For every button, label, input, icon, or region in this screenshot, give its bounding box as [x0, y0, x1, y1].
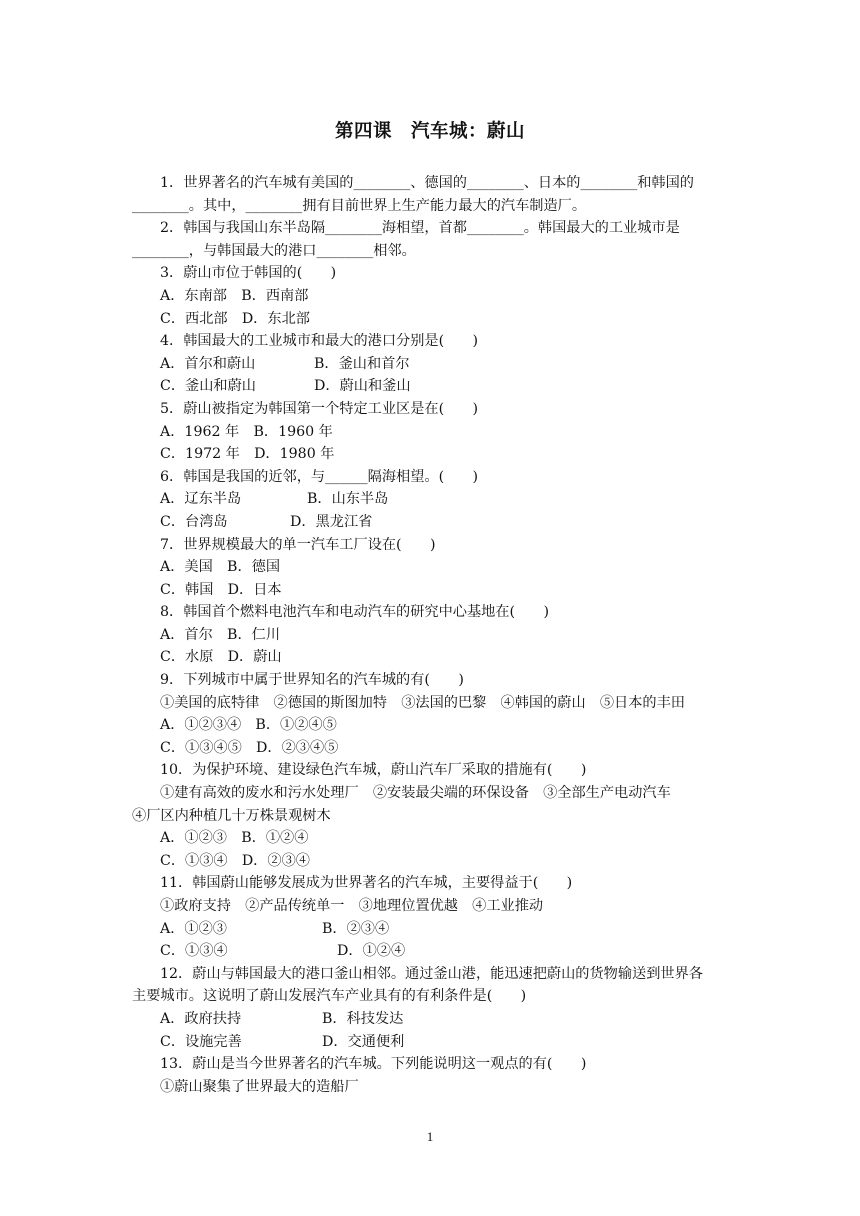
q3-option-d: D．东北部 [241, 310, 310, 327]
q10-items-line2: ④厂区内种植几十万株景观树木 [132, 807, 331, 824]
q9-options-row2 [132, 737, 732, 760]
q6-option-c: C．台湾岛 [160, 513, 228, 530]
q12-options-row1 [132, 1008, 732, 1031]
q1-line2: ________。其中，________拥有目前世界上生产能力最大的汽车制造厂。 [132, 197, 587, 214]
q7-option-a: A．美国 [160, 559, 213, 576]
q7-options-row1 [132, 556, 732, 579]
q6-option-a: A．辽东半岛 [160, 491, 242, 508]
q3-options-row2 [132, 308, 732, 331]
q5-option-d: D．1980 年 [254, 446, 335, 463]
q11-option-d: D．①②④ [337, 943, 406, 960]
q6-options-row1 [132, 488, 732, 511]
q9-options-row1 [132, 714, 732, 737]
q5-option-b: B．1960 年 [253, 423, 333, 440]
q9-option-d: D．②③④⑤ [256, 739, 339, 756]
q1-line1: 1．世界著名的汽车城有美国的________、德国的________、日本的________和韩国的 [160, 175, 694, 191]
q11-option-c: C．①③④ [160, 943, 228, 960]
q5-options-row1 [132, 421, 732, 444]
q9-option-b: B．①②④⑤ [255, 717, 337, 734]
q11-stem: 11．韩国蔚山能够发展成为世界著名的汽车城，主要得益于( ) [160, 875, 573, 892]
q7-option-b: B．德国 [227, 559, 281, 576]
q11-options-row1 [132, 918, 732, 941]
q11-items: ①政府支持 ②产品传统单一 ③地理位置优越 ④工业推动 [160, 898, 544, 914]
q6-stem: 6．韩国是我国的近邻，与______隔海相望。( ) [160, 468, 479, 485]
q9-items: ①美国的底特律 ②德国的斯图加特 ③法国的巴黎 ④韩国的蔚山 ⑤日本的丰田 [160, 694, 685, 711]
q11-options-row2 [132, 940, 732, 963]
q12-option-d: D．交通便利 [322, 1033, 405, 1050]
q7-option-c: C．韩国 [160, 581, 214, 598]
q5-option-c: C．1972 年 [160, 446, 240, 463]
q10-option-a: A．①②③ [160, 830, 227, 847]
q13-stem: 13．蔚山是当今世界著名的汽车城。下列能说明这一观点的有( ) [160, 1056, 587, 1073]
q13-items: ①蔚山聚集了世界最大的造船厂 [160, 1078, 359, 1095]
q12-options-row2 [132, 1031, 732, 1054]
q8-option-c: C．水原 [160, 649, 214, 666]
q3-options-row1 [132, 285, 732, 308]
q6-option-b: B．山东半岛 [307, 491, 389, 508]
page-number: 1 [426, 1129, 434, 1144]
q8-option-d: D．蔚山 [227, 649, 282, 666]
q11-option-a: A．①②③ [160, 920, 227, 937]
q7-option-d: D．日本 [227, 581, 282, 598]
q4-options-row1 [132, 353, 732, 376]
q10-option-c: C．①③④ [160, 852, 228, 869]
q10-option-b: B．①②④ [241, 830, 309, 847]
q8-options-row1 [132, 624, 732, 647]
q4-option-a: A．首尔和蔚山 [160, 355, 256, 372]
q9-stem: 9．下列城市中属于世界知名的汽车城的有( ) [160, 672, 464, 689]
q6-options-row2 [132, 511, 732, 534]
q4-options-row2 [132, 375, 732, 398]
q12-option-c: C．设施完善 [160, 1033, 242, 1050]
q10-options-row1 [132, 827, 732, 850]
q12-option-a: A．政府扶持 [160, 1010, 242, 1027]
q2-line1: 2．韩国与我国山东半岛隔________海相望，首都________。韩国最大的工业城市是 [160, 220, 680, 237]
q4-option-c: C．釜山和蔚山 [160, 378, 256, 395]
q3-stem: 3．蔚山市位于韩国的( ) [160, 265, 337, 282]
q4-option-d: D．蔚山和釜山 [314, 378, 411, 395]
q12-line2: 主要城市。这说明了蔚山发展汽车产业具有的有利条件是( ) [132, 988, 527, 1005]
q4-stem: 4．韩国最大的工业城市和最大的港口分别是( ) [160, 333, 479, 350]
question-list [132, 172, 732, 1098]
q7-options-row2 [132, 579, 732, 602]
q8-options-row2 [132, 646, 732, 669]
q12-option-b: B．科技发达 [322, 1010, 404, 1027]
q11-option-b: B．②③④ [322, 920, 390, 937]
q3-option-b: B．西南部 [241, 287, 309, 304]
q3-option-a: A．东南部 [160, 287, 227, 304]
q5-option-a: A．1962 年 [160, 423, 240, 440]
q2-line2: ________，与韩国最大的港口________相邻。 [132, 242, 416, 259]
q8-option-b: B．仁川 [227, 626, 281, 643]
q12-line1: 12．蔚山与韩国最大的港口釜山相邻。通过釜山港，能迅速把蔚山的货物输送到世界各 [160, 965, 703, 982]
q8-option-a: A．首尔 [160, 626, 213, 643]
q10-stem: 10．为保护环境、建设绿色汽车城，蔚山汽车厂采取的措施有( ) [160, 762, 587, 779]
q10-items-line1: ①建有高效的废水和污水处理厂 ②安装最尖端的环保设备 ③全部生产电动汽车 [160, 785, 671, 802]
q9-option-a: A．①②③④ [160, 717, 242, 734]
q5-stem: 5．蔚山被指定为韩国第一个特定工业区是在( ) [160, 400, 479, 417]
q5-options-row2 [132, 443, 732, 466]
q4-option-b: B．釜山和首尔 [314, 355, 410, 372]
q9-option-c: C．①③④⑤ [160, 739, 242, 756]
q7-stem: 7．世界规模最大的单一汽车工厂设在( ) [160, 536, 436, 553]
q10-option-d: D．②③④ [241, 852, 310, 869]
q10-options-row2 [132, 850, 732, 873]
q8-stem: 8．韩国首个燃料电池汽车和电动汽车的研究中心基地在( ) [160, 604, 549, 621]
q3-option-c: C．西北部 [160, 310, 228, 327]
page-title: 第四课 汽车城：蔚山 [334, 121, 525, 142]
q6-option-d: D．黑龙江省 [290, 513, 373, 530]
